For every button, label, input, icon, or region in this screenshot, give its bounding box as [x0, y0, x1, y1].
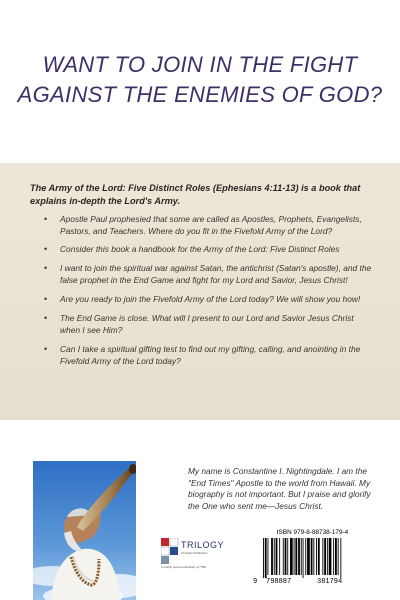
- barcode-bar: [338, 538, 339, 575]
- bullet-text: I want to join the spiritual war against Satan, the antichrist (Satan's apostle), and the false prophet in the End Game and fight for my Lord and Savior, Jesus Christ!: [60, 263, 372, 285]
- trilogy-cube-icon: [161, 538, 179, 564]
- barcode-bar: [279, 538, 280, 575]
- description-bullet-list: [44, 213, 374, 367]
- barcode-bar: [285, 538, 287, 575]
- bullet-dot-icon: •: [44, 294, 48, 304]
- publisher-logo: [161, 536, 241, 572]
- bullet-text: Consider this book a handbook for the Army of the Lord: Five Distinct Roles: [60, 244, 340, 254]
- barcode-bar: [274, 538, 275, 575]
- bullet-item: [44, 262, 374, 286]
- bullet-text: Apostle Paul prophesied that some are called as Apostles, Prophets, Evangelists, Pastors, and Teachers. Where do you fit in the Fivefold Army of the Lord?: [60, 214, 362, 236]
- barcode-bar: [313, 538, 314, 575]
- headline-line-1: WANT TO JOIN IN THE FIGHT: [42, 52, 358, 77]
- barcode-bar: [329, 538, 332, 575]
- bullet-item: [44, 243, 374, 255]
- barcode-bar: [287, 538, 288, 575]
- barcode-bar: [318, 538, 320, 575]
- barcode-bar: [322, 538, 323, 575]
- bullet-dot-icon: •: [44, 263, 48, 273]
- barcode-bar: [333, 538, 334, 575]
- bullet-text: The End Game is close. What will I present to our Lord and Savior Jesus Christ when I see Him?: [60, 313, 354, 335]
- barcode-bar: [335, 538, 337, 575]
- barcode-bar: [327, 538, 328, 575]
- headline-line-2: AGAINST THE ENEMIES OF GOD?: [17, 82, 383, 107]
- barcode-bar: [311, 538, 313, 575]
- barcode-bar: [268, 538, 269, 575]
- back-cover-headline: [0, 50, 400, 110]
- book-description-title: The Army of the Lord: Five Distinct Roles (Ephesians 4:11-13) is a book that explains in-depth the Lord's Army.: [30, 183, 361, 206]
- barcode-bar: [340, 538, 341, 578]
- barcode-bar: [276, 538, 278, 575]
- publisher-tagline: Christian Publishers: [181, 551, 208, 555]
- barcode-bar: [305, 538, 306, 575]
- author-photo: [33, 461, 136, 600]
- barcode-bar: [307, 538, 310, 575]
- isbn-barcode: [251, 527, 374, 589]
- bullet-text: Are you ready to join the Fivefold Army of the Lord today? We will show you how!: [60, 294, 361, 304]
- bullet-dot-icon: •: [44, 344, 48, 354]
- barcode-bar: [298, 538, 300, 575]
- publisher-name: TRILOGY: [181, 540, 225, 550]
- barcode-bar: [265, 538, 267, 578]
- barcode-lead-digit: 9: [253, 578, 258, 586]
- author-blowing-shofar-image: [33, 461, 136, 600]
- barcode-bar: [290, 538, 293, 575]
- barcode-bar: [295, 538, 297, 575]
- bullet-item: [44, 213, 374, 237]
- barcode-bars: [251, 538, 374, 578]
- bullet-dot-icon: •: [44, 244, 48, 254]
- barcode-bar: [324, 538, 326, 575]
- barcode-bar: [283, 538, 284, 575]
- bullet-text: Can I take a spiritual gifting test to find out my gifting, calling, and anointing in the Fivefold Army of the Lord today?: [60, 344, 361, 366]
- bullet-item: [44, 293, 374, 305]
- publisher-subsidiary-note: A wholly owned subsidiary of TBN: [161, 565, 207, 569]
- barcode-bar: [303, 538, 304, 578]
- barcode-right-digits: 381794: [317, 578, 343, 586]
- bullet-item: [44, 312, 374, 336]
- barcode-left-digits: 798887: [266, 578, 292, 586]
- isbn-number: ISBN 979-8-88738-179-4: [276, 529, 349, 536]
- barcode-bar: [271, 538, 273, 575]
- bullet-item: [44, 343, 374, 367]
- author-bio: My name is Constantine I. Nightingdale. I am the "End Times" Apostle to the world from Hawaii. My biography is not important. But I praise and glorify the One who sent me—Jesus Christ.: [188, 466, 371, 511]
- barcode-bar: [294, 538, 295, 575]
- barcode-bar: [263, 538, 264, 578]
- bullet-dot-icon: •: [44, 313, 48, 323]
- bullet-dot-icon: •: [44, 214, 48, 224]
- barcode-bar: [301, 538, 302, 575]
- barcode-bar: [316, 538, 317, 575]
